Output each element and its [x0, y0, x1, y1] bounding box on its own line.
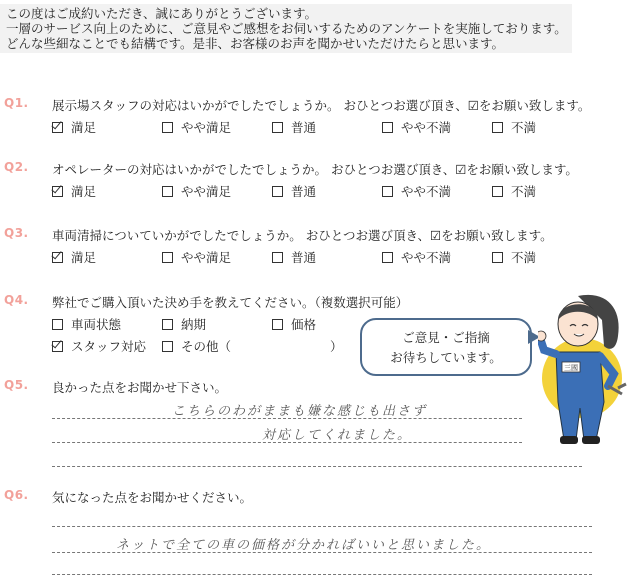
option-neutral[interactable]: 普通 — [272, 248, 316, 266]
handwritten-answer: ネットで全ての車の価格が分かればいいと思いました。 — [116, 538, 492, 553]
question-number: Q3. — [4, 226, 29, 240]
option-vehicle-condition[interactable]: 車両状態 — [52, 315, 121, 333]
option-satisfied[interactable]: 満足 — [52, 248, 96, 266]
option-somewhat-dissatisfied[interactable]: やや不満 — [382, 248, 451, 266]
option-neutral[interactable]: 普通 — [272, 182, 316, 200]
checkbox-icon[interactable] — [162, 122, 173, 133]
intro-line: どんな些細なことでも結構です。是非、お客様のお声を聞かせいただけたらと思います。 — [6, 36, 505, 51]
checkbox-icon[interactable] — [272, 319, 283, 330]
option-dissatisfied[interactable]: 不満 — [492, 248, 536, 266]
option-somewhat-satisfied[interactable]: やや満足 — [162, 248, 231, 266]
mascot-mechanic-illustration — [538, 290, 630, 448]
checkbox-icon[interactable] — [162, 319, 173, 330]
intro-text — [0, 4, 572, 53]
checkbox-checked-icon[interactable] — [52, 122, 63, 133]
option-price[interactable]: 価格 — [272, 315, 316, 333]
bubble-line: ご意見・ご指摘 — [402, 330, 490, 345]
option-somewhat-dissatisfied[interactable]: やや不満 — [382, 118, 451, 136]
checkbox-icon[interactable] — [272, 122, 283, 133]
option-dissatisfied[interactable]: 不満 — [492, 182, 536, 200]
option-somewhat-satisfied[interactable]: やや満足 — [162, 118, 231, 136]
answer-line — [52, 574, 592, 575]
checkbox-icon[interactable] — [382, 122, 393, 133]
handwritten-answer: 対応してくれました。 — [262, 428, 413, 443]
question-text: 展示場スタッフの対応はいかがでしたでしょうか。 おひとつお選び頂き、☑をお願い致します。 — [52, 98, 591, 113]
question-text: 車両清掃についていかがでしたでしょうか。 おひとつお選び頂き、☑をお願い致します。 — [52, 228, 553, 243]
checkbox-checked-icon[interactable] — [52, 341, 63, 352]
option-somewhat-satisfied[interactable]: やや満足 — [162, 182, 231, 200]
intro-line: 一層のサービス向上のために、ご意見やご感想をお伺いするためのアンケートを実施しております。 — [6, 21, 567, 36]
checkbox-icon[interactable] — [492, 122, 503, 133]
option-delivery-time[interactable]: 納期 — [162, 315, 206, 333]
name-badge-text: 三國 — [564, 364, 578, 372]
checkbox-icon[interactable] — [52, 319, 63, 330]
checkbox-icon[interactable] — [162, 252, 173, 263]
speech-bubble — [360, 318, 532, 376]
question-number: Q6. — [4, 488, 29, 502]
checkbox-icon[interactable] — [162, 341, 173, 352]
checkbox-icon[interactable] — [492, 252, 503, 263]
checkbox-checked-icon[interactable] — [52, 252, 63, 263]
question-number: Q2. — [4, 160, 29, 174]
checkbox-icon[interactable] — [382, 252, 393, 263]
question-text: 気になった点をお聞かせください。 — [52, 490, 253, 505]
question-number: Q4. — [4, 293, 29, 307]
checkbox-icon[interactable] — [162, 186, 173, 197]
checkbox-icon[interactable] — [272, 252, 283, 263]
option-satisfied[interactable]: 満足 — [52, 118, 96, 136]
checkbox-icon[interactable] — [492, 186, 503, 197]
checkbox-icon[interactable] — [272, 186, 283, 197]
option-neutral[interactable]: 普通 — [272, 118, 316, 136]
other-close-paren: ） — [330, 339, 343, 354]
bubble-line: お待ちしています。 — [390, 350, 502, 365]
question-text: 弊社でご購入頂いた決め手を教えてください。（複数選択可能） — [52, 295, 409, 310]
question-text: オペレーターの対応はいかがでしたでしょうか。 おひとつお選び頂き、☑をお願い致します。 — [52, 162, 578, 177]
handwritten-answer: こちらのわがままも嫌な感じも出さず — [172, 404, 428, 419]
checkbox-checked-icon[interactable] — [52, 186, 63, 197]
option-other[interactable]: その他（ — [162, 337, 231, 355]
option-satisfied[interactable]: 満足 — [52, 182, 96, 200]
question-text: 良かった点をお聞かせ下さい。 — [52, 380, 228, 395]
option-dissatisfied[interactable]: 不満 — [492, 118, 536, 136]
answer-line — [52, 466, 582, 467]
question-number: Q5. — [4, 378, 29, 392]
checkbox-icon[interactable] — [382, 186, 393, 197]
question-number: Q1. — [4, 96, 29, 110]
option-somewhat-dissatisfied[interactable]: やや不満 — [382, 182, 451, 200]
option-staff-response[interactable]: スタッフ対応 — [52, 337, 146, 355]
answer-line — [52, 526, 592, 527]
intro-line: この度はご成約いただき、誠にありがとうございます。 — [6, 6, 318, 21]
